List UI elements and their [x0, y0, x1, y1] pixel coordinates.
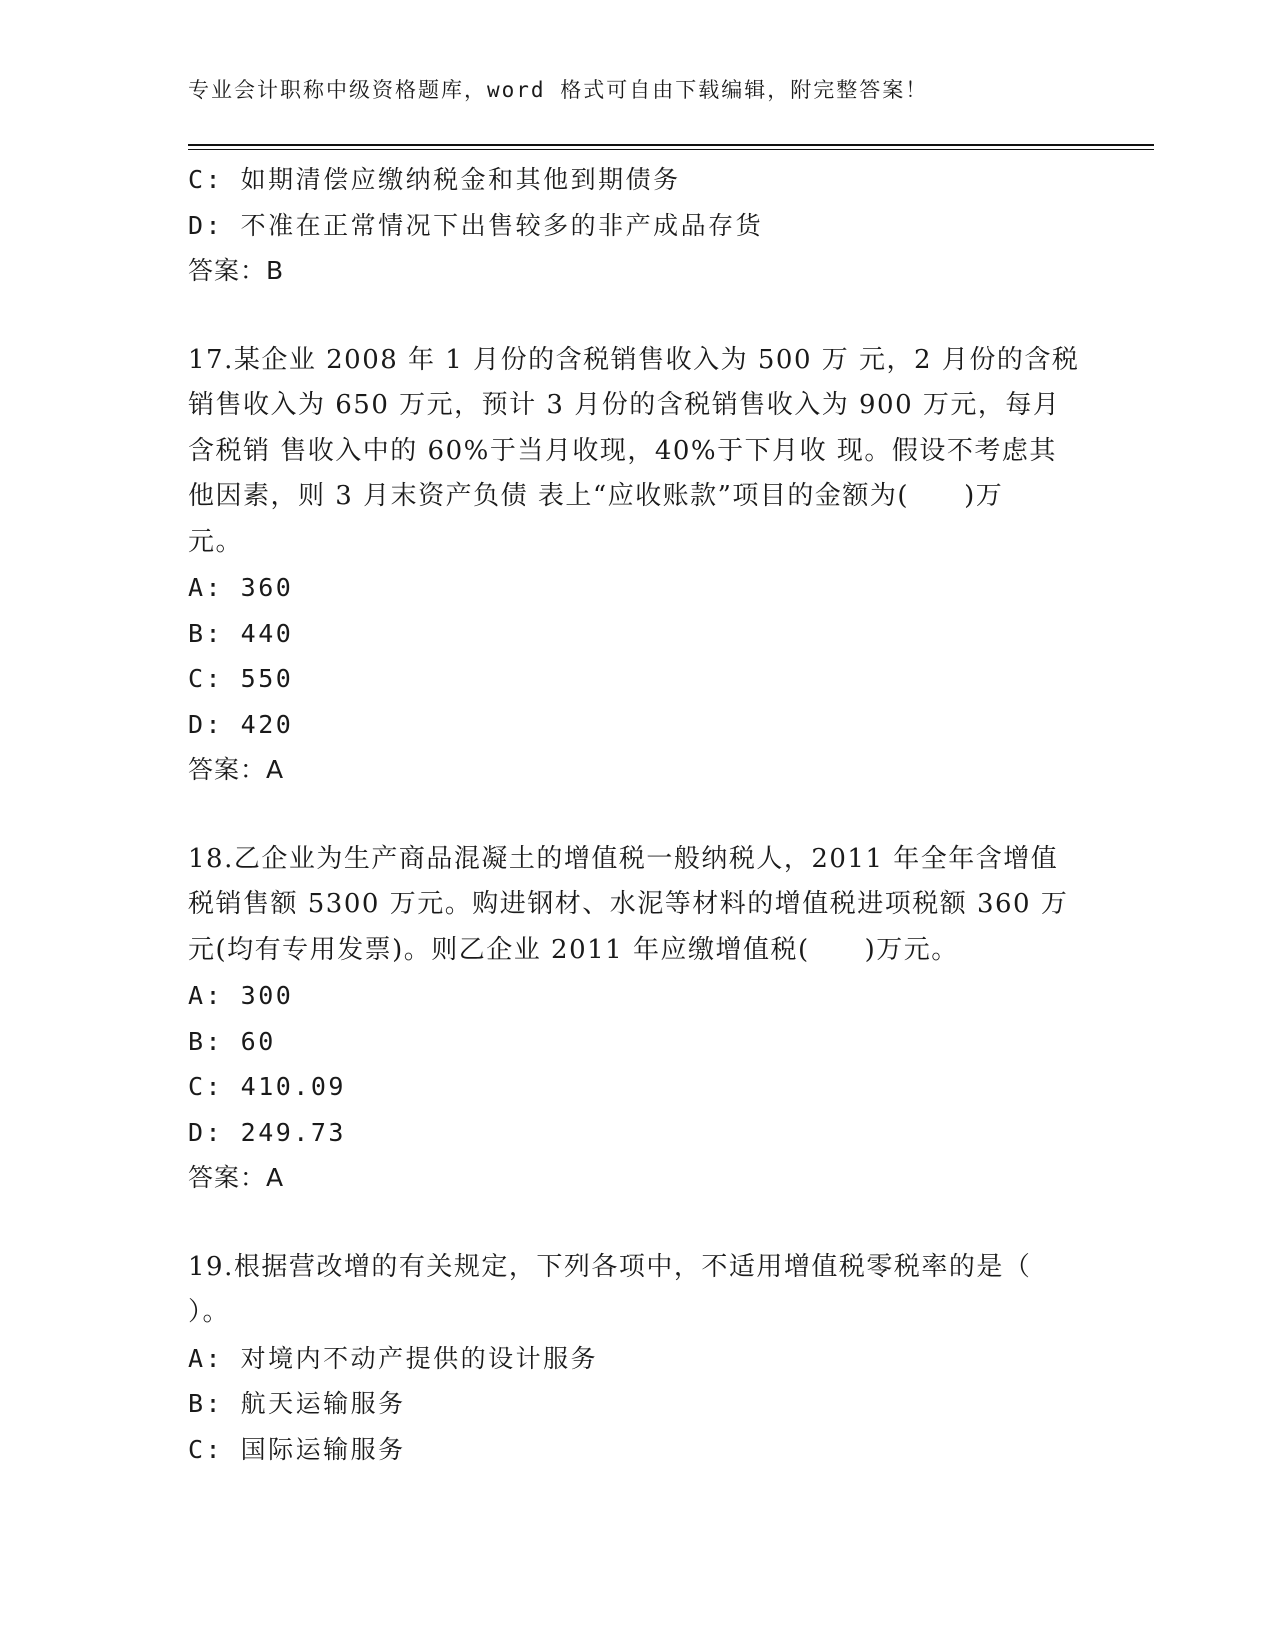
answer-line: 答案：A — [188, 1163, 285, 1192]
spacer — [188, 793, 1088, 837]
question-text-line: 18.乙企业为生产商品混凝土的增值税一般纳税人，2011 年全年含增值 — [188, 843, 1059, 874]
spacer — [188, 294, 1088, 338]
question-content — [188, 157, 1088, 1472]
option-line: B: 航天运输服务 — [188, 1389, 406, 1418]
page-header: 专业会计职称中级资格题库，word 格式可自由下载编辑，附完整答案！ — [188, 78, 929, 102]
header-rule-thick — [188, 144, 1154, 146]
question-text-line: 他因素，则 3 月末资产负债 表上“应收账款”项目的金额为( )万 — [188, 481, 1004, 511]
option-line: B: 60 — [188, 1026, 276, 1056]
option-line: B: 440 — [188, 618, 294, 648]
question-17 — [188, 338, 1088, 566]
question-text-line: 含税销 售收入中的 60%于当月收现，40%于下月收 现。假设不考虑其 — [188, 435, 1057, 466]
option-line: A: 对境内不动产提供的设计服务 — [188, 1343, 599, 1373]
question-19 — [188, 1245, 1088, 1336]
option-line: C: 550 — [188, 664, 294, 693]
header-rule-thin — [188, 149, 1154, 150]
option-line: C: 410.09 — [188, 1072, 346, 1101]
option-line: A: 300 — [188, 981, 294, 1010]
question-text-line: 19.根据营改增的有关规定，下列各项中，不适用增值税零税率的是（ — [188, 1251, 1032, 1282]
answer-line: 答案：B — [188, 256, 285, 285]
option-line: D: 249.73 — [188, 1117, 346, 1147]
spacer — [188, 1201, 1088, 1245]
question-text-line: 元(均有专用发票)。则乙企业 2011 年应缴增值税( )万元。 — [188, 934, 959, 965]
option-line: D: 不准在正常情况下出售较多的非产成品存货 — [188, 210, 764, 240]
question-text-line: ）。 — [188, 1297, 231, 1327]
answer-line: 答案：A — [188, 755, 285, 784]
option-line: C: 如期清偿应缴纳税金和其他到期债务 — [188, 165, 681, 194]
question-18 — [188, 837, 1088, 974]
question-text-line: 销售收入为 650 万元，预计 3 月份的含税销售收入为 900 万元，每月 — [188, 390, 1061, 420]
question-text-line: 元。 — [188, 526, 244, 557]
option-line: A: 360 — [188, 573, 294, 602]
question-text-line: 税销售额 5300 万元。购进钢材、水泥等材料的增值税进项税额 360 万 — [188, 889, 1069, 919]
option-line: D: 420 — [188, 709, 294, 739]
question-text-line: 17.某企业 2008 年 1 月份的含税销售收入为 500 万 元，2 月份的含税 — [188, 344, 1080, 375]
option-line: C: 国际运输服务 — [188, 1434, 406, 1464]
